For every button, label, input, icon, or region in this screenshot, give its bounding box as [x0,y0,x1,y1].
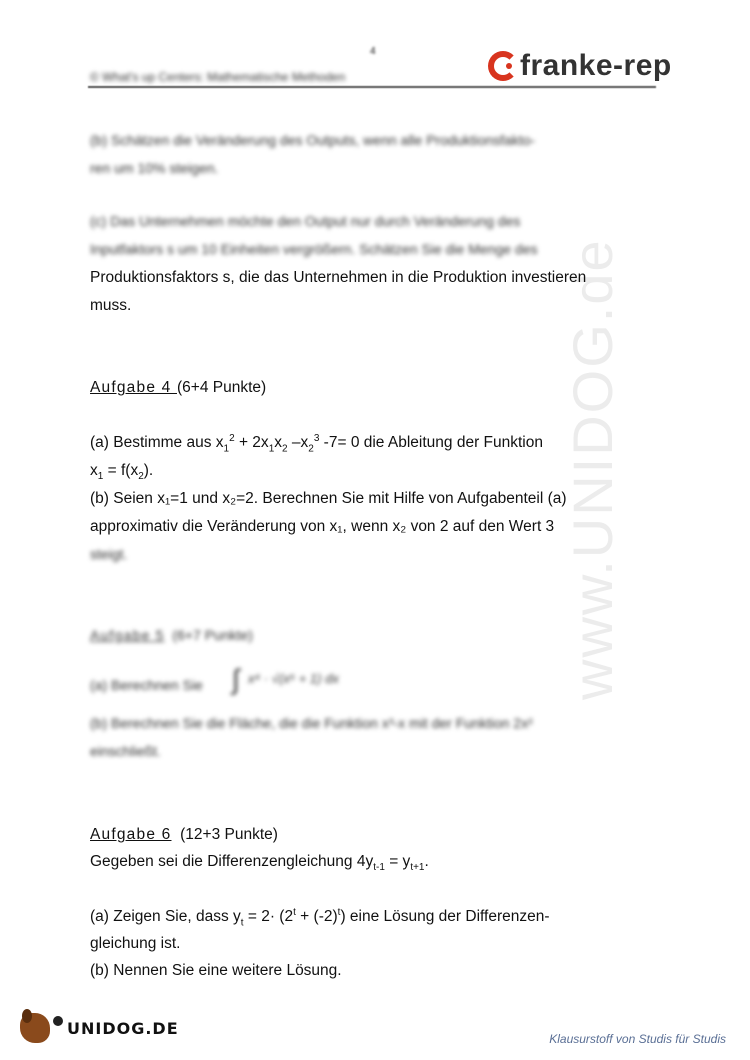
task3-c-line2: Inputfaktors s um 10 Einheiten vergrößern. Schätzen Sie die Menge des [90,241,538,257]
franke-rep-logo [488,46,672,86]
task5-b-line2: einschließt. [90,743,161,759]
task5-points: (6+7 Punkte) [172,627,253,643]
watermark-text: www.UNIDOG.de [561,238,624,700]
task4-b-line1: (b) Seien x₁=1 und x₂=2. Berechnen Sie mit Hilfe von Aufgabenteil (a) [90,490,567,507]
logo-text: franke-rep [520,49,672,82]
task6-b-text: (b) Nennen Sie eine weitere Lösung. [90,962,342,979]
task4-a-line1: (a) Bestimme aus $x_1^2 + 2x_1x_2$ $-x_2^3$ -7= 0 die Ableitung der Funktion [90,433,543,455]
integral-symbol: ∫ [232,664,240,695]
task4-b-line2: approximativ die Veränderung von x₁, wenn x₂ von 2 auf den Wert 3 [90,518,555,535]
task4-heading [90,379,266,397]
unidog-footer-logo [20,1013,179,1043]
task4-points: (6+4 Punkte) [176,379,267,396]
logo-c-icon [488,51,518,81]
task4-b-line3: steigt. [90,546,128,562]
task6-heading [90,826,278,844]
task3-c-line1: (c) Das Unternehmen möchte den Output nur durch Veränderung des [90,213,521,229]
footer-tagline: Klausurstoff von Studis für Studis [549,1032,726,1046]
task6-title: Aufgabe 6 [90,826,172,843]
task3-c-line3: Produktionsfaktors s, die das Unternehmen in die Produktion investieren [90,269,587,286]
header-rule [88,86,656,88]
task6-a-line2: gleichung ist. [90,935,181,952]
dog-icon [20,1013,50,1043]
task5-a-formula: x⁴ · √(x⁵ + 1) dx [248,671,339,686]
task5-title: Aufgabe 5 [90,627,165,643]
task6-points: (12+3 Punkte) [180,826,278,843]
paw-icon [53,1016,63,1026]
task5-heading [90,627,253,643]
task6-a-line1: (a) Zeigen Sie, dass $y_t = 2\cdot (2^t + (-2)^t)$ eine Lösung der Differenzen- [90,907,550,929]
task3-b-line1: (b) Schätzen die Veränderung des Outputs, wenn alle Produktionsfakto- [90,132,536,148]
task6-intro: Gegeben sei die Differenzengleichung $4y_{t-1} = y_{t+1}$. [90,853,429,874]
task5-a-text: (a) Berechnen Sie [90,677,203,693]
task4-a-line2: $x_1 = f(x_2)$. [90,462,154,483]
task3-b-line2: ren um 10% steigen. [90,160,219,176]
task3-c-line4: muss. [90,297,132,314]
footer-logo-text: UNIDOG.DE [67,1018,179,1038]
page-number: 4 [370,46,376,57]
task4-title: Aufgabe 4 [90,379,177,396]
task5-b-line1: (b) Berechnen Sie die Fläche, die die Funktion x³-x mit der Funktion 2x² [90,715,533,731]
header-title: © What's up Centers: Mathematische Methoden [90,70,346,84]
